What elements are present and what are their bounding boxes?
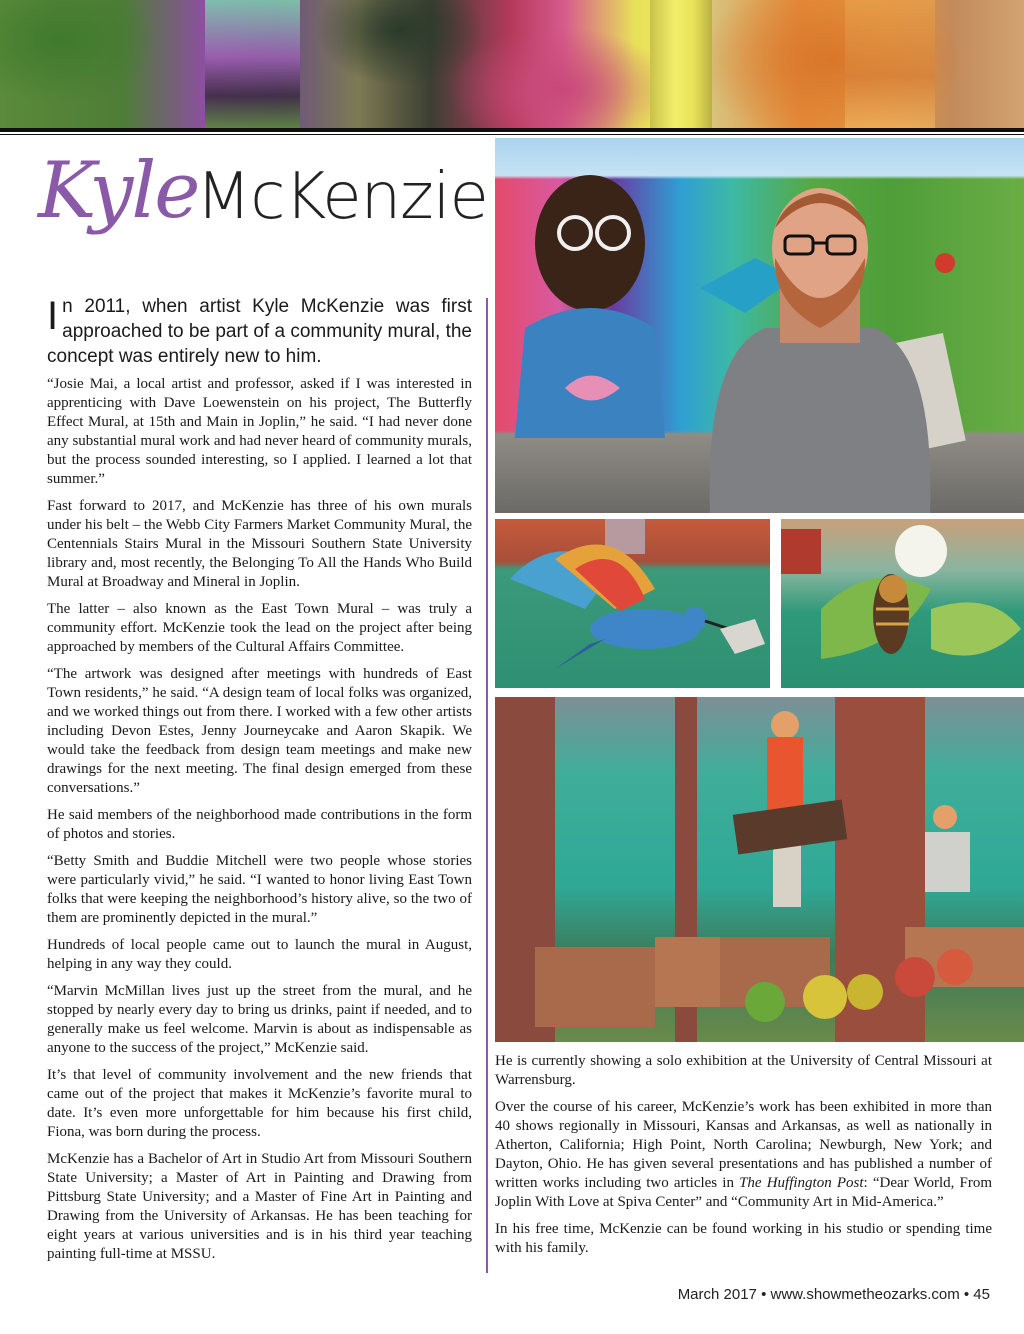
- lead-paragraph: [47, 294, 472, 369]
- body-paragraph: “Marvin McMillan lives just up the street from the mural, and he stopped by nearly every day to bring us drinks, paint if needed, and to generally make us feel welcome. Marvin is about as indispensable as anyone to the success of the project,” McKenzie said.: [47, 983, 472, 1056]
- body-paragraph: Hundreds of local people came out to launch the mural in August, helping in any way they could.: [47, 937, 472, 972]
- body-paragraph: [495, 1098, 992, 1212]
- body-paragraph: It’s that level of community involvement and the new friends that came out of the project that makes it McKenzie’s favorite mural to date. It’s even more unforgettable for him because his first child, Fiona, was born during the process.: [47, 1067, 472, 1140]
- paragraph-text: : “Dear World, From Joplin With Love at Spiva Center” and “Community Art in Mid-America.”: [495, 1175, 992, 1210]
- drop-cap: I: [47, 294, 59, 338]
- page-title: [38, 140, 488, 290]
- body-paragraph: Fast forward to 2017, and McKenzie has three of his own murals under his belt – the Webb City Farmers Market Community Mural, the Centennials Stairs Mural in the Missouri Southern State University library and, most recently, the Belonging To All the Hands Who Build Mural at Broadway and Mineral in Joplin.: [47, 498, 472, 590]
- body-paragraph: McKenzie has a Bachelor of Art in Studio Art from Missouri Southern State University; a Master of Art in Painting and Drawing from Pittsburg State University; and a Master of Fine Art in Painting and Drawing from the University of Arkansas. He has been teaching for eight years at various universities and is in his third year teaching painting full-time at MSSU.: [47, 1151, 472, 1262]
- body-paragraph: “The artwork was designed after meetings with hundreds of East Town residents,” he said. “A design team of local folks was organized, and we worked things out from there. I worked with a few other artists including Devon Estes, Jenny Journeycake and Aaron Skapik. We would take the feedback from design team meetings and make new drawings for the next meeting. The final design emerged from these conversations.”: [47, 666, 472, 796]
- portrait-photo: [495, 138, 1024, 513]
- painted-stripe: [845, 0, 935, 128]
- painted-stripe: [205, 0, 300, 128]
- body-paragraph: He said members of the neighborhood made contributions in the form of photos and stories.: [47, 807, 472, 842]
- hummingbird-illustration: [495, 519, 770, 688]
- page-footer: March 2017 • www.showmetheozarks.com • 45: [677, 1286, 990, 1303]
- portrait-illustration: [495, 138, 1024, 513]
- bee-illustration: [781, 519, 1024, 688]
- left-column: [47, 294, 472, 1272]
- banner-rule-thin: [0, 134, 1024, 135]
- body-paragraph: The latter – also known as the East Town Mural – was truly a community effort. McKenzie took the lead on the project after being approached by members of the Cultural Affairs Committee.: [47, 601, 472, 655]
- lead-text: n 2011, when artist Kyle McKenzie was first approached to be part of a community mural, the concept was entirely new to him.: [47, 296, 472, 367]
- yellow-pole: [650, 0, 712, 128]
- farmers-market-illustration: [495, 697, 1024, 1042]
- mural-texture-banner: [0, 0, 1024, 128]
- publication-name: The Huffington Post: [739, 1175, 864, 1191]
- title-first-name: Kyle: [38, 146, 199, 236]
- bee-mural-photo: [781, 519, 1024, 688]
- right-column: [495, 1052, 992, 1266]
- title-last-name: McKenzie: [196, 160, 488, 234]
- body-paragraph: He is currently showing a solo exhibition at the University of Central Missouri at Warrensburg.: [495, 1053, 992, 1088]
- farmers-market-mural-photo: [495, 697, 1024, 1042]
- body-paragraph: “Betty Smith and Buddie Mitchell were two people whose stories were particularly vivid,” he said. “I wanted to honor living East Town folks that were keeping the neighborhood’s history alive, so the two of them are prominently depicted in the mural.”: [47, 853, 472, 926]
- hummingbird-mural-photo: [495, 519, 770, 688]
- body-paragraph: “Josie Mai, a local artist and professor, asked if I was interested in apprenticing with Dave Loewenstein on his project, The Butterfly Effect Mural, at 15th and Main in Joplin,” he said. “I had never done any substantial mural work and had never heard of community murals, but the process sounded interesting, so I applied. I learned a lot that summer.”: [47, 376, 472, 487]
- body-paragraph: In his free time, McKenzie can be found working in his studio or spending time with his family.: [495, 1221, 992, 1256]
- paragraph-text: Over the course of his career, McKenzie’s work has been exhibited in more than 40 shows regionally in Missouri, Kansas and Arkansas, as well as nationally in Atherton, California; High Point, North Carolina; Newburgh, New York; and Dayton, Ohio. He has given several presentations and has published a number of written works including two articles in: [495, 1099, 992, 1191]
- column-divider: [486, 298, 488, 1273]
